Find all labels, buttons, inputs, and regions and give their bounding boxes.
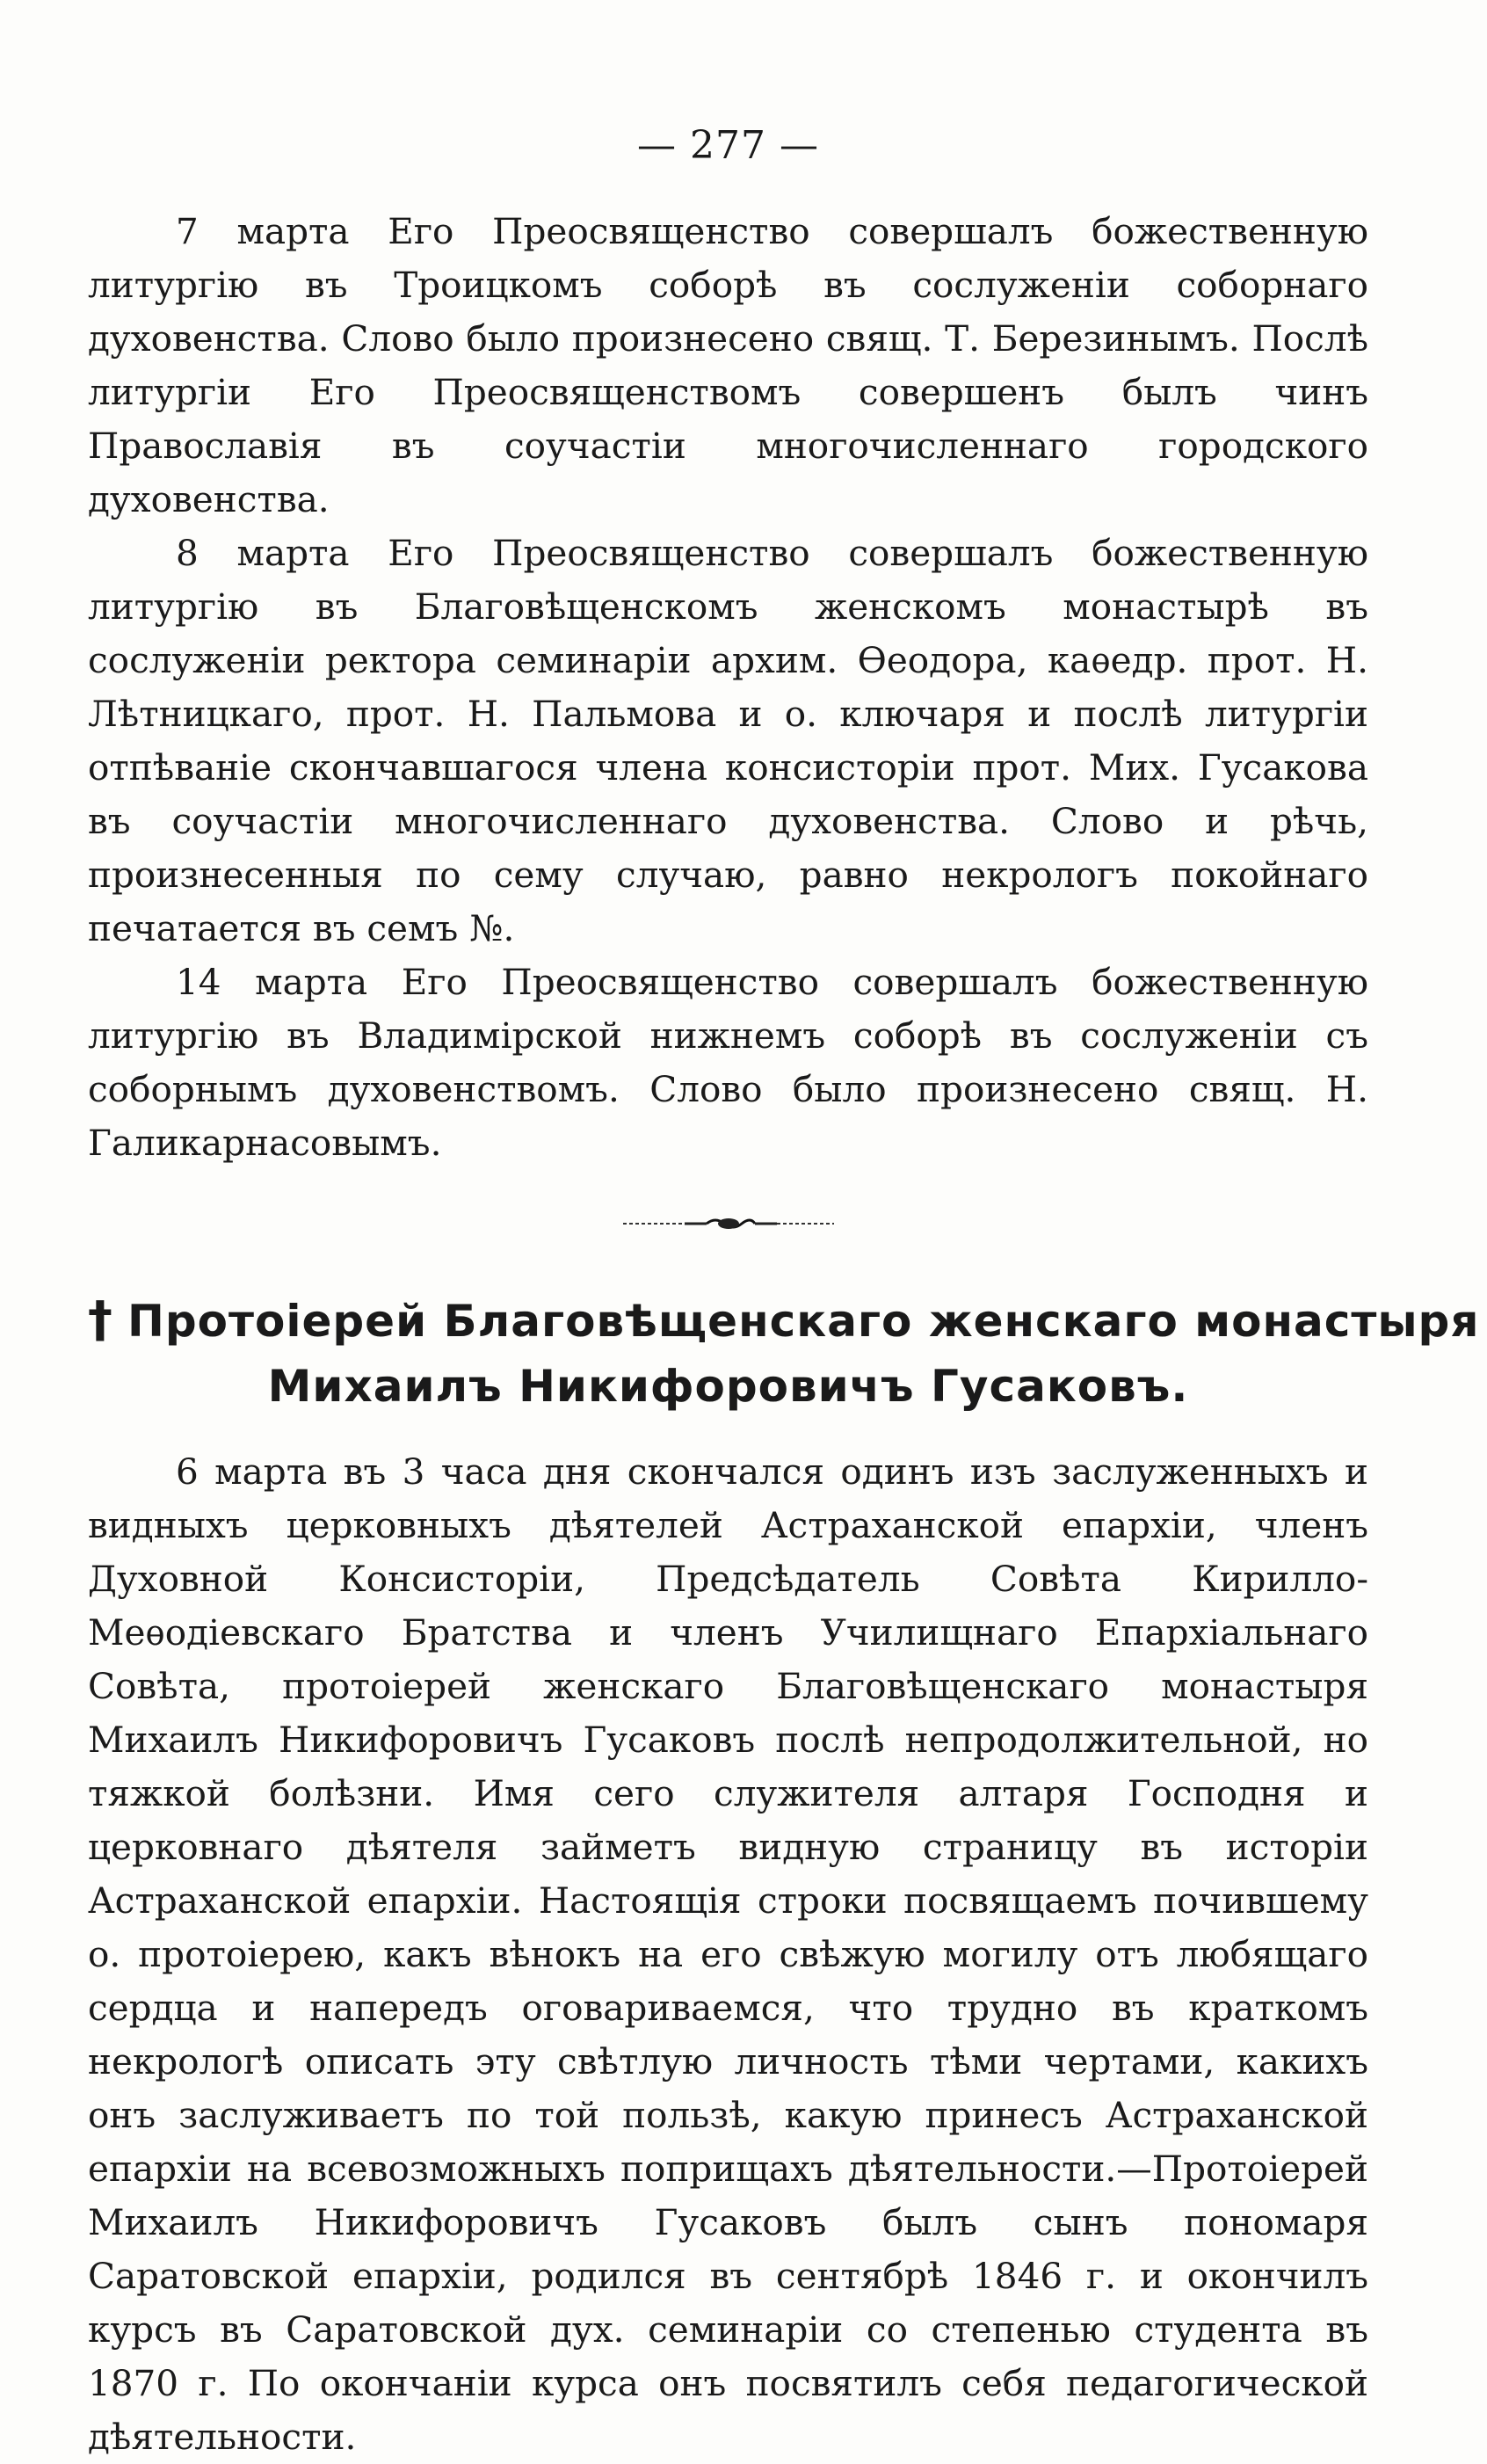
cross-icon: † [88,1291,113,1348]
heading-line-1 [88,1288,1480,1354]
paragraph-march-8: 8 марта Его Преосвященство совершалъ божественную литургію въ Благовѣщенскомъ женскомъ монастырѣ въ сослуженіи ректора семинаріи архим. Ѳеодора, каѳедр. прот. Н. Лѣтницкаго, прот. Н. Пальмова и о. ключаря и послѣ литургіи отпѣваніе скончавшагося члена консисторіи прот. Мих. Гусакова въ соучастіи многочисленнаго духовенства. Слово и рѣчь, произнесенныя по сему случаю, равно некрологъ покойнаго печатается въ семъ №. [88,532,1368,949]
heading-line-1-text: Протоіерей Благовѣщенскаго женскаго монастыря [127,1296,1480,1347]
ornament-flourish-icon [623,1215,834,1232]
paragraph-obituary: 6 марта въ 3 часа дня скончался одинъ изъ заслуженныхъ и видныхъ церковныхъ дѣятелей Астраханской епархіи, членъ Духовной Консисторіи, Предсѣдатель Совѣта Кирилло-Меѳодіевскаго Братства и членъ Училищнаго Епархіальнаго Совѣта, протоіерей женскаго Благовѣщенскаго монастыря Михаилъ Никифоровичъ Гусаковъ послѣ непродолжительной, но тяжкой болѣзни. Имя сего служителя алтаря Господня и церковнаго дѣятеля займетъ видную страницу въ исторіи Астраханской епархіи. Настоящія строки посвящаемъ почившему о. протоіерею, какъ вѣнокъ на его свѣжую могилу отъ любящаго сердца и напередъ оговариваемся, что трудно въ краткомъ некрологѣ описать эту свѣтлую личность тѣми чертами, какихъ онъ заслуживаетъ по той пользѣ, какую принесъ Астраханской епархіи на всевозможныхъ поприщахъ дѣятельности.—Протоіерей Михаилъ Никифоровичъ Гусаковъ былъ сынъ пономаря Саратовской епархіи, родился въ сентябрѣ 1846 г. и окончилъ курсъ въ Саратовской дух. семинаріи со степенью студента въ 1870 г. По окончаніи курса онъ посвятилъ себя педагогической дѣятельности. [88,1450,1368,2458]
heading-line-2: Михаилъ Никифоровичъ Гусаковъ. [267,1361,1189,1412]
page-number: — 277 — [637,123,819,168]
paragraph-march-7: 7 марта Его Преосвященство совершалъ божественную литургію въ Троицкомъ соборѣ въ сослуженіи соборнаго духовенства. Слово было произнесено свящ. Т. Березинымъ. Послѣ литургіи Его Преосвященствомъ совершенъ былъ чинъ Православія въ соучастіи многочисленнаго городского духовенства. [88,210,1368,520]
obituary-heading [88,1288,1480,1419]
paragraph-march-14: 14 марта Его Преосвященство совершалъ божественную литургію въ Владимірской нижнемъ соборѣ въ сослуженіи съ соборнымъ духовенствомъ. Слово было произнесено свящ. Н. Галикарнасовымъ. [88,961,1368,1164]
ornament-divider [88,1193,1368,1254]
